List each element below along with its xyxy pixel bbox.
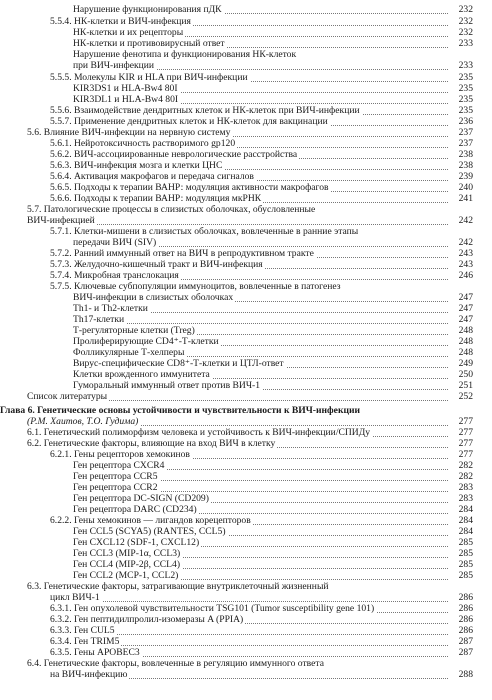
toc-entry-title: ВИЧ-инфекцией [27,215,95,226]
toc-entry-title: 5.6.2. ВИЧ-ассоциированные неврологические расстройства [50,149,298,160]
toc-entry-page: 238 [449,149,473,160]
toc-entry-page: 250 [449,369,473,380]
toc-entry-title: 5.6.4. Активация макрофагов и передача сигналов [50,171,254,182]
toc-entry-title: Ген CCL4 (MIP-2β, CCL4) [73,559,181,570]
toc-entry-title: Гуморальный иммунный ответ против ВИЧ-1 [73,380,261,391]
toc-entry-page: 235 [449,83,473,94]
toc-entry-title: 5.5.4. НК-клетки и ВИЧ-инфекция [50,16,191,27]
toc-entry-title: 5.7. Патологические процессы в слизистых оболочках, обусловленные [27,204,316,215]
toc-entry-page: 285 [449,559,473,570]
toc-entry-title: Th1- и Th2-клетки [73,303,148,314]
toc-entry-page: 277 [449,449,473,460]
toc-entry-page: 285 [449,548,473,559]
toc-entry-page: 240 [449,182,473,193]
toc-entry-page: 285 [449,537,473,548]
toc-entry-page: 287 [449,647,473,658]
toc-entry-page: 238 [449,160,473,171]
toc-entry-title: Ген CXCL12 (SDF-1, CXCL12) [73,537,200,548]
toc-entry-title: передачи ВИЧ (SIV) [73,237,157,248]
toc-entry [0,193,492,204]
toc-entry-page: 233 [449,60,473,71]
toc-entry-page: 283 [449,493,473,504]
toc-entry-page: 283 [449,482,473,493]
toc-entry-title: Т-регуляторные клетки (Treg) [73,325,195,336]
toc-entry-title: 6.2. Генетические факторы, влияющие на вход ВИЧ в клетку [27,438,276,449]
toc-entry-page: 284 [449,526,473,537]
toc-entry-page: 277 [449,438,473,449]
toc-entry-page: 285 [449,570,473,581]
toc-entry-page: 246 [449,270,473,281]
toc-entry-title: Нарушение функционирования пДК [73,4,222,15]
toc-entry-page: 236 [449,116,473,127]
toc-entry [0,669,492,680]
toc-entry-title: 6.3.4. Ген TRIM5 [50,636,120,647]
toc-entry-title: 6.2.2. Гены хемокинов — лигандов корецепторов [50,515,251,526]
toc-entry [0,215,492,226]
toc-entry-title: 6.3.1. Ген опухолевой чувствительности TSG101 (Tumor susceptibility gene 101) [50,603,375,614]
toc-entry-title: Глава 6. Генетические основы устойчивости и чувствительности к ВИЧ-инфекции [0,405,361,416]
toc-entry-page: 252 [449,391,473,402]
toc-entry-page: 251 [449,380,473,391]
toc-entry-title: 6.3.3. Ген CUL5 [50,625,115,636]
toc-entry-title: 5.5.6. Взаимодействие дендритных клеток и НК-клеток при ВИЧ-инфекции [50,105,360,116]
toc-entry-title: Ген CCL5 (SCYA5) (RANTES, CCL5) [73,526,226,537]
toc-entry-title: Ген рецептора CCR2 [73,482,158,493]
toc-entry [0,270,492,281]
toc-entry-title: 5.6.6. Подходы к терапии ВАНР: модуляция мкРНК [50,193,262,204]
toc-entry-page: 247 [449,303,473,314]
toc-entry-title: Нарушение фенотипа и функционирования НК-клеток [73,49,297,60]
toc-entry-page: 247 [449,314,473,325]
toc-entry-page: 233 [449,38,473,49]
toc-entry-page: 287 [449,636,473,647]
toc-entry-title: 5.7.2. Ранний иммунный ответ на ВИЧ в репродуктивном тракте [50,248,314,259]
toc-entry-title: Клетки врожденного иммунитета [73,369,210,380]
toc-entry-title: 5.6. Влияние ВИЧ-инфекции на нервную систему [27,127,231,138]
toc-entry-page: 235 [449,105,473,116]
toc-entry-title: Ген рецептора CXCR4 [73,460,165,471]
toc-entry-page: 277 [449,427,473,438]
toc-entry-page: 282 [449,460,473,471]
toc-entry [0,391,492,402]
toc-entry-title: 5.7.3. Желудочно-кишечный тракт и ВИЧ-инфекция [50,259,263,270]
toc-entry-page: 243 [449,259,473,270]
toc-entry-page: 239 [449,171,473,182]
toc-entry-title: 6.3. Генетические факторы, затрагивающие внутриклеточный жизненный [27,581,329,592]
toc-entry-title: Фолликулярные Т-хелперы [73,347,185,358]
toc-entry-page: 232 [449,27,473,38]
toc-entry-page: 277 [449,416,473,427]
toc-entry-title: НК-клетки и противовирусный ответ [73,38,225,49]
toc-entry-title: Вирус-специфические CD8⁺-Т-клетки и ЦТЛ-ответ [73,358,284,369]
toc-entry-page: 242 [449,237,473,248]
toc-entry-title: Ген рецептора DARC (CD234) [73,504,197,515]
toc-entry-page: 286 [449,592,473,603]
toc-entry-title: 6.3.5. Гены APOBEC3 [50,647,140,658]
toc-entry-page: 249 [449,358,473,369]
toc-entry-title: Список литературы [27,391,108,402]
toc-entry [0,647,492,658]
toc-entry-title: 6.3.2. Ген пептидилпролил-изомеразы A (PPIA) [50,614,244,625]
toc-entry-page: 237 [449,127,473,138]
toc-entry [0,38,492,49]
toc-entry-title: KIR3DL1 и HLA-Bw4 80I [73,94,179,105]
toc-entry-title: Ген CCL2 (MCP-1, CCL2) [73,570,179,581]
toc-entry-title: (Р.М. Хаитов, Т.О. Гудима) [27,416,139,427]
toc-entry-title: 5.6.5. Подходы к терапии ВАНР: модуляция активности макрофагов [50,182,329,193]
toc-entry-title: ВИЧ-инфекции в слизистых оболочках [73,292,234,303]
toc-entry-page: 282 [449,471,473,482]
toc-entry-title: цикл ВИЧ-1 [50,592,100,603]
toc-entry-page: 286 [449,625,473,636]
toc-entry-title: 5.7.4. Микробная транслокация [50,270,179,281]
toc-entry-title: 5.7.1. Клетки-мишени в слизистых оболочках, вовлеченные в ранние этапы [50,226,359,237]
toc-entry-page: 286 [449,603,473,614]
toc-entry-page: 248 [449,347,473,358]
toc-entry-title: 6.2.1. Гены рецепторов хемокинов [50,449,190,460]
toc-entry-title: НК-клетки и их рецепторы [73,27,184,38]
toc-entry-title: Пролиферирующие CD4⁺-Т-клетки [73,336,219,347]
toc-entry-title: при ВИЧ-инфекции [73,60,155,71]
toc-entry-title: 5.5.5. Молекулы KIR и HLA при ВИЧ-инфекции [50,72,248,83]
toc-entry [0,570,492,581]
toc-entry-page: 243 [449,248,473,259]
toc-entry-page: 284 [449,515,473,526]
toc-entry-page: 247 [449,292,473,303]
toc-entry-title: 5.5.7. Применение дендритных клеток и НК-клеток для вакцинации [50,116,328,127]
toc-entry-title: Ген CCL3 (MIP-1α, CCL3) [73,548,181,559]
toc-entry-page: 232 [449,16,473,27]
toc-entry-title: Ген рецептора CCR5 [73,471,158,482]
toc-entry-title: 6.1. Генетический полиморфизм человека и устойчивость к ВИЧ-инфекции/СПИДу [27,427,371,438]
toc-entry-page: 241 [449,193,473,204]
toc-entry-title: Th17-клетки [73,314,125,325]
toc-entry-title: 5.7.5. Ключевые субпопуляции иммуноцитов, вовлеченные в патогенез [50,281,341,292]
toc-entry-title: Ген рецептора DC-SIGN (CD209) [73,493,209,504]
toc-entry-title: на ВИЧ-инфекцию [50,669,128,680]
toc-entry-page: 248 [449,325,473,336]
toc-entry-page: 288 [449,669,473,680]
toc-entry-page: 248 [449,336,473,347]
toc-entry-page: 286 [449,614,473,625]
toc-entry-page: 235 [449,72,473,83]
toc-entry-page: 237 [449,138,473,149]
toc-entry-title: 5.6.1. Нейротоксичность растворимого gp120 [50,138,236,149]
toc-entry-page: 235 [449,94,473,105]
toc-entry-page: 242 [449,215,473,226]
toc-entry-page: 232 [449,4,473,15]
toc-entry-page: 284 [449,504,473,515]
toc-entry-title: 6.4. Генетические факторы, вовлеченные в регуляцию иммунного ответа [27,658,324,669]
toc-entry-title: KIR3DS1 и HLA-Bw4 80I [73,83,178,94]
toc-entry-title: 5.6.3. ВИЧ-инфекция мозга и клетки ЦНС [50,160,223,171]
